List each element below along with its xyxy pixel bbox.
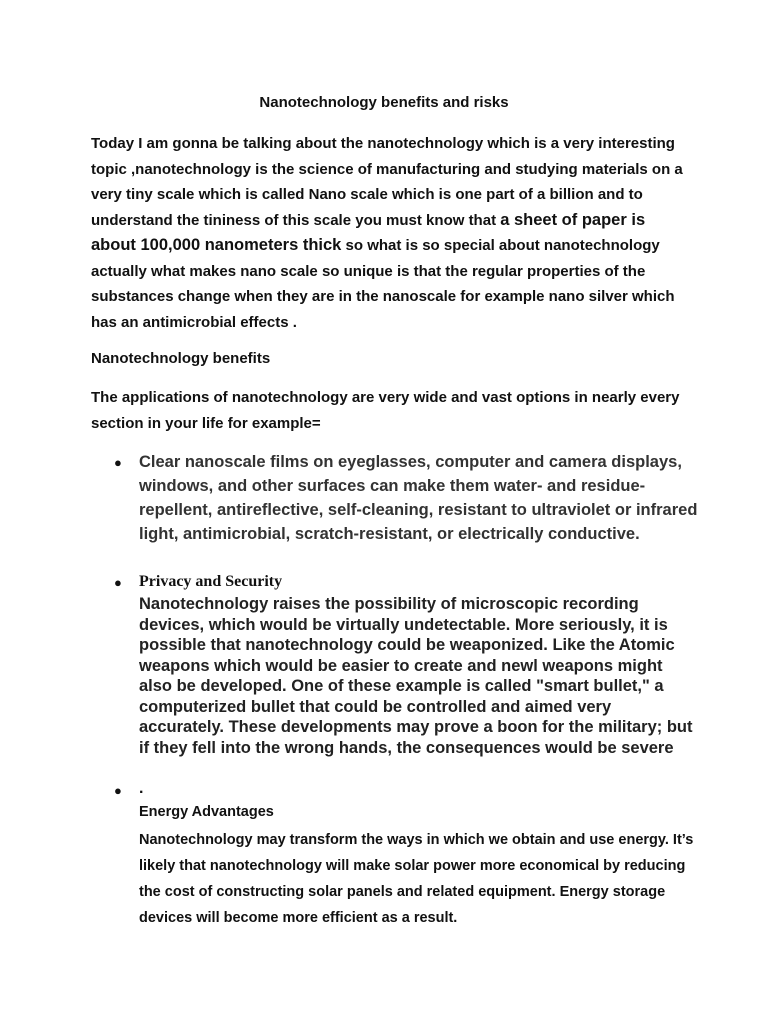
bullet-item-3-text: .: [139, 780, 144, 797]
bullet-marker-2: ●: [114, 575, 122, 590]
bullet-item-nanoscale-films: Clear nanoscale films on eyeglasses, computer and camera displays, windows, and other surfaces can make them water- and residue-repellent, antireflective, self-cleaning, resistant to ultraviolet or infrared light, antimicrobial, scratch-resistant, or electrically conductive.: [139, 453, 698, 543]
document-title: Nanotechnology benefits and risks: [259, 94, 509, 111]
intro-paragraph: [91, 131, 691, 335]
intro-text-2: so what is so special about nanotechnology actually what makes nano scale so unique is that the regular properties of the substances change when they are in the nanoscale for example nano silver which has an antimicrobial effects .: [91, 237, 675, 331]
applications-paragraph: The applications of nanotechnology are very wide and vast options in nearly every section in your life for example=: [91, 389, 680, 432]
bullet-marker-3: ●: [114, 783, 122, 798]
benefits-heading: Nanotechnology benefits: [91, 350, 271, 367]
bullet-marker-1: ●: [114, 455, 122, 470]
intro-text-1: Today I am gonna be talking about the nanotechnology which is a very interesting topic ,nanotechnology is the science of manufacturing and studying materials on a very tiny scale which is called Nano scale which is one part of a billion and to understand the tininess of this scale you must know that: [91, 135, 683, 229]
intro-emphasis: a sheet of paper is about 100,000 nanometers thick: [91, 210, 646, 254]
privacy-security-heading: Privacy and Security: [139, 573, 283, 590]
energy-advantages-heading: Energy Advantages: [139, 804, 274, 820]
privacy-security-text: Nanotechnology raises the possibility of microscopic recording devices, which would be virtually undetectable. More seriously, it is possible that nanotechnology could be weaponized. Like the Atomic weapons which would be easier to create and newl weapons might also be developed. One of these example is called "smart bullet," a computerized bullet that could be controlled and aimed very accurately. These developments may prove a boon for the military; but if they fell into the wrong hands, the consequences would be severe: [139, 595, 693, 757]
energy-advantages-text: Nanotechnology may transform the ways in which we obtain and use energy. It’s likely that nanotechnology will make solar power more economical by reducing the cost of constructing solar panels and related equipment. Energy storage devices will become more efficient as a result.: [139, 832, 694, 926]
